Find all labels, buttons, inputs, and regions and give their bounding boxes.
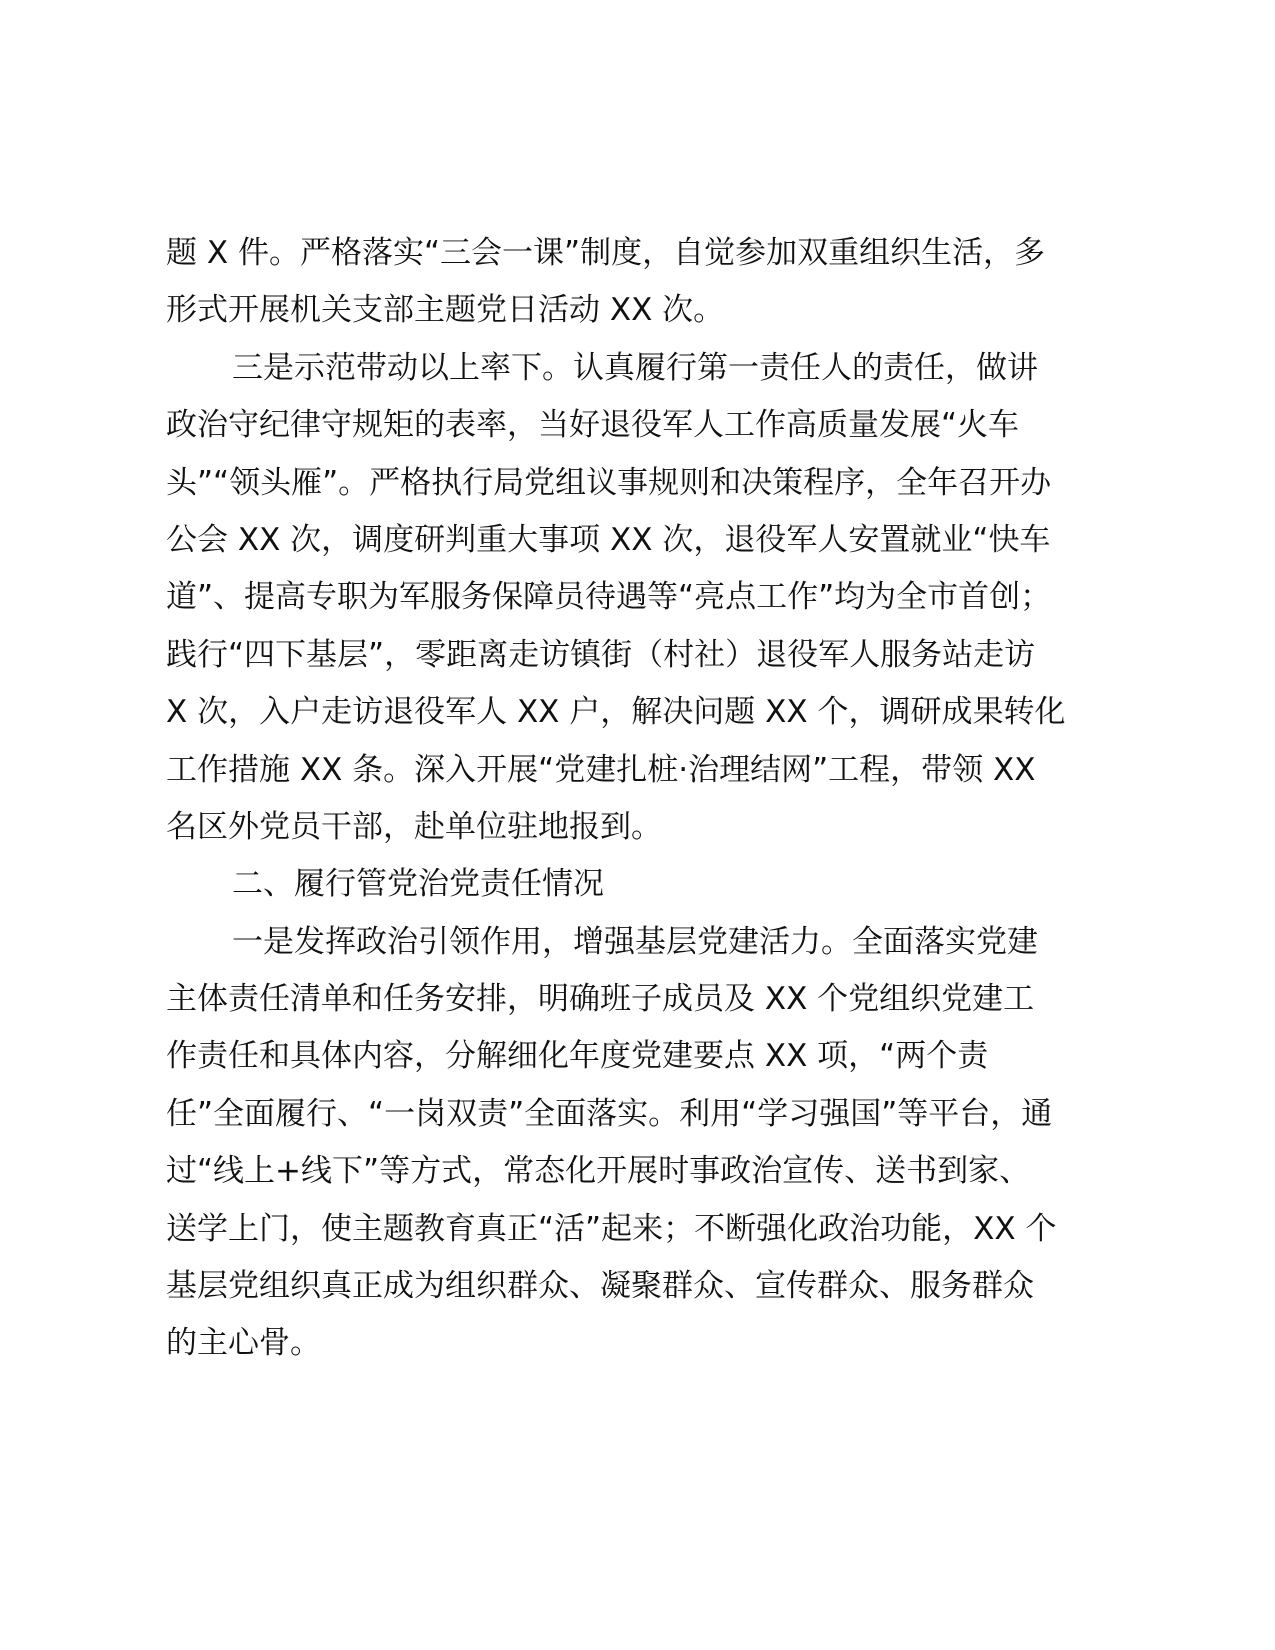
text-line: 任”全面履行、“一岗双责”全面落实。利用“学习强国”等平台，通	[166, 1095, 1053, 1132]
text-line: 过“线上+线下”等方式，常态化开展时事政治宣传、送书到家、	[166, 1153, 1031, 1190]
text-line: X 次，入户走访退役军人 XX 户，解决问题 XX 个，调研成果转化	[166, 694, 1066, 731]
text-line: 头”“领头雁”。严格执行局党组议事规则和决策程序，全年召开办	[166, 464, 1052, 501]
text-line: 一是发挥政治引领作用，增强基层党建活力。全面落实党建	[232, 923, 1038, 960]
text-line: 的主心骨。	[166, 1325, 321, 1362]
text-line: 主体责任清单和任务安排，明确班子成员及 XX 个党组织党建工	[166, 981, 1035, 1018]
text-line: 形式开展机关支部主题党日活动 XX 次。	[166, 292, 725, 329]
text-line: 名区外党员干部，赴单位驻地报到。	[166, 808, 662, 845]
text-line: 二、履行管党治党责任情况	[232, 866, 604, 903]
text-line: 送学上门，使主题教育真正“活”起来；不断强化政治功能，XX 个	[166, 1210, 1057, 1247]
text-line: 工作措施 XX 条。深入开展“党建扎桩·治理结网”工程，带领 XX	[166, 751, 1036, 788]
text-line: 三是示范带动以上率下。认真履行第一责任人的责任，做讲	[232, 349, 1038, 386]
text-line: 道”、提高专职为军服务保障员待遇等“亮点工作”均为全市首创；	[166, 579, 1052, 616]
text-line: 践行“四下基层”，零距离走访镇街（村社）退役军人服务站走访	[166, 636, 1036, 673]
text-line: 基层党组织真正成为组织群众、凝聚群众、宣传群众、服务群众	[166, 1268, 1034, 1305]
text-line: 题 X 件。严格落实“三会一课”制度，自觉参加双重组织生活，多	[166, 235, 1046, 271]
text-line: 政治守纪律守规矩的表率，当好退役军人工作高质量发展“火车	[166, 407, 1020, 444]
text-line: 公会 XX 次，调度研判重大事项 XX 次，退役军人安置就业“快车	[166, 521, 1051, 558]
body-text	[166, 225, 1116, 1373]
text-line: 作责任和具体内容，分解细化年度党建要点 XX 项，“两个责	[166, 1038, 989, 1075]
